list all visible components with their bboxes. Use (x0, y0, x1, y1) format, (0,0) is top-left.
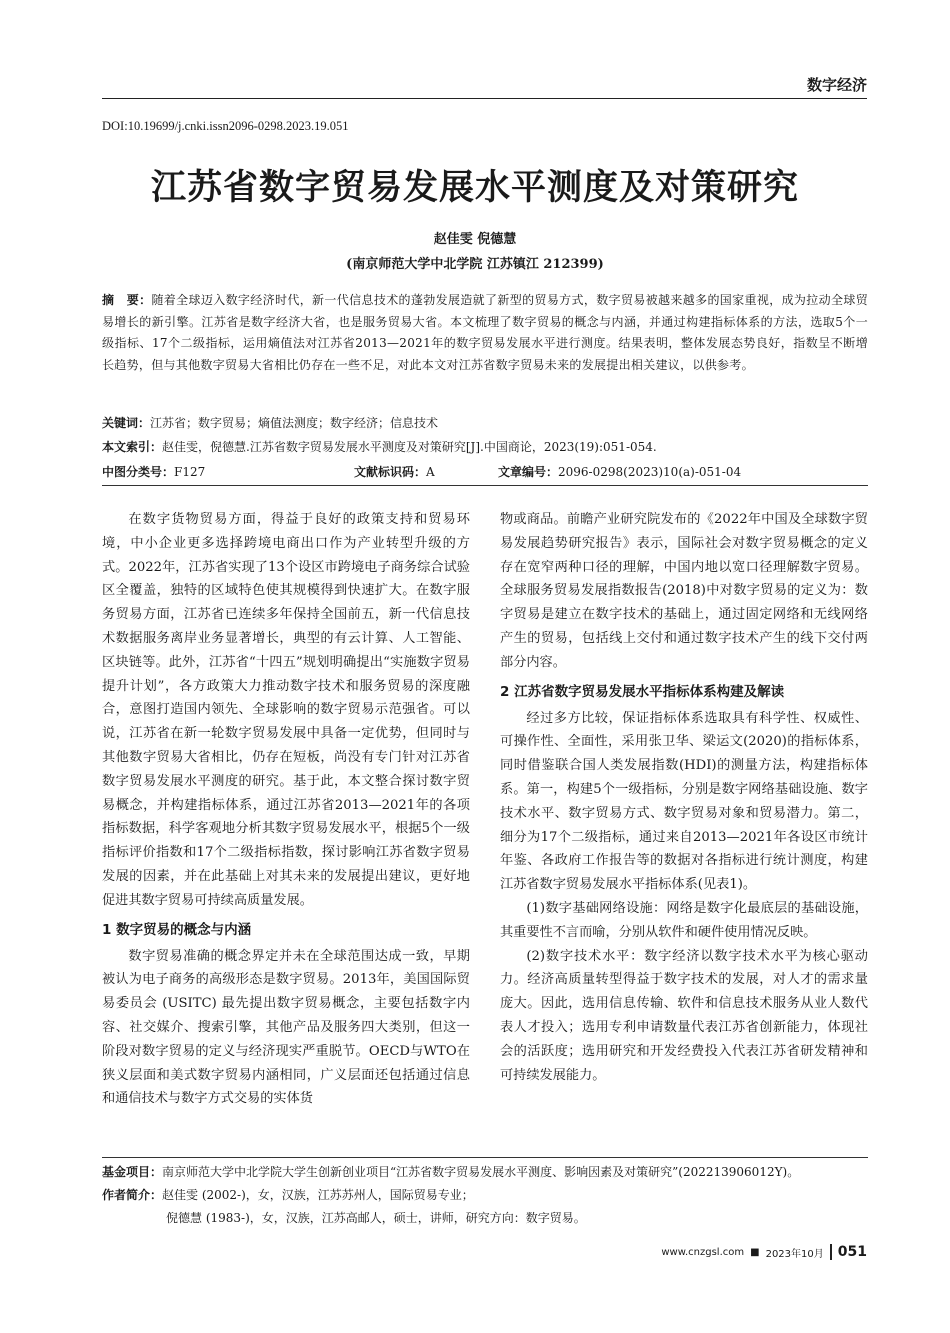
citation-text: 赵佳雯，倪德慧.江苏省数字贸易发展水平测度及对策研究[J].中国商论，2023(19):051-054. (162, 440, 657, 454)
doc-code-info (354, 463, 435, 480)
square-bullet-icon: ■ (750, 1246, 760, 1258)
bio-text-1: 赵佳雯 (2002-)，女，汉族，江苏苏州人，国际贸易专业； (162, 1188, 474, 1202)
fund-text: 南京师范大学中北学院大学生创新创业项目“江苏省数字贸易发展水平测度、影响因素及对策研究”(202213906012Y)。 (162, 1165, 800, 1179)
body-paragraph: 数字贸易准确的概念界定并未在全球范围达成一致，早期被认为电子商务的高级形态是数字贸易。2013年，美国国际贸易委员会 (USITC) 最先提出数字贸易概念，主要包括数字内容、社交媒介、搜索引擎，其他产品及服务四大类别，但这一阶段对数字贸易的定义与经济现实严重脱节。OECD与WTO在狭义层面和美式数字贸易内涵相同，广义层面还包括通过信息和通信技术与数字方式交易的实体货 (102, 948, 470, 1107)
bio-text-2: 倪德慧 (1983-)，女，汉族，江苏高邮人，硕士，讲师，研究方向：数字贸易。 (166, 1211, 586, 1225)
issue-date: 2023年10月 (765, 1248, 824, 1260)
keywords-text: 江苏省；数字贸易；熵值法测度；数字经济；信息技术 (150, 416, 439, 430)
keywords-label: 关键词： (102, 416, 151, 430)
body-paragraph: (2)数字技术水平：数字经济以数字技术水平为核心驱动力。经济高质量转型得益于数字技术的发展，对人才的需求量庞大。因此，选用信息传输、软件和信息技术服务从业人数代表人才投入；选用专利申请数量代表江苏省创新能力，体现社会的活跃度；选用研究和开发经费投入代表江苏省研发精神和可持续发展能力。 (500, 948, 868, 1083)
meta-rule (102, 485, 868, 486)
section-heading-2: 2 江苏省数字贸易发展水平指标体系构建及解读 (500, 683, 785, 700)
abstract (102, 290, 868, 376)
citation (102, 438, 868, 455)
body-right-column (500, 508, 868, 1087)
article-number-label: 文章编号： (498, 465, 559, 479)
body-paragraph: 经过多方比较，保证指标体系选取具有科学性、权威性、可操作性、全面性，采用张卫华、梁运文(2020)的指标体系，同时借鉴联合国人类发展指数(HDI)的测量方法，构建指标体系。第一，构建5个一级指标，分别是数字网络基础设施、数字技术水平、数字贸易方式、数字贸易对象和贸易潜力。第二，细分为17个二级指标，通过来自2013—2021年各设区市统计年鉴、各政府工作报告等的数据对各指标进行统计测度，构建江苏省数字贸易发展水平指标体系(见表1)。 (500, 710, 868, 893)
doc-code-label: 文献标识码： (354, 465, 427, 479)
doc-code-value: A (426, 465, 435, 479)
author-bio (102, 1185, 868, 1206)
section-heading-1: 1 数字贸易的概念与内涵 (102, 921, 252, 938)
body-paragraph: 在数字货物贸易方面，得益于良好的政策支持和贸易环境，中小企业更多选择跨境电商出口作为产业转型升级的方式。2022年，江苏省实现了13个设区市跨境电子商务综合试验区全覆盖，独特的区域特色使其规模得到快速扩大。在数字服务贸易方面，江苏省已连续多年保持全国前五，新一代信息技术数据服务离岸业务显著增长，典型的有云计算、人工智能、区块链等。此外，江苏省“十四五”规划明确提出“实施数字贸易提升计划”，各方政策大力推动数字技术和服务贸易的深度融合，意图打造国内领先、全球影响的数字贸易示范强省。可以说，江苏省在新一轮数字贸易发展中具备一定优势，但同时与其他数字贸易大省相比，仍存在短板，尚没有专门针对江苏省数字贸易发展水平测度的研究。基于此，本文整合探讨数字贸易概念，并构建指标体系，通过江苏省2013—2021年的各项指标数据，科学客观地分析其数字贸易发展水平，根据5个一级指标评价指数和17个二级指标指数，探讨影响江苏省数字贸易发展的因素，并在此基础上对其未来的发展提出建议，更好地促进其数字贸易可持续高质量发展。 (102, 512, 470, 908)
clc-value: F127 (174, 465, 206, 479)
body-paragraph: 物或商品。前瞻产业研究院发布的《2022年中国及全球数字贸易发展趋势研究报告》表示，国际社会对数字贸易概念的定义存在宽窄两种口径的理解，中国内地以宽口径理解数字贸易。全球服务贸易发展指数报告(2018)中对数字贸易的定义为：数字贸易是建立在数字技术的基础上，通过固定网络和无线网络产生的贸易，包括线上交付和通过数字技术产生的线下交付两部分内容。 (500, 512, 868, 670)
article-number-value: 2096-0298(2023)10(a)-051-04 (558, 465, 742, 479)
abstract-text: 随着全球迈入数字经济时代，新一代信息技术的蓬勃发展造就了新型的贸易方式，数字贸易被越来越多的国家重视，成为拉动全球贸易增长的新引擎。江苏省是数字经济大省，也是服务贸易大省。本文梳理了数字贸易的概念与内涵，并通过构建指标体系的方法，选取5个一级指标、17个二级指标，运用熵值法对江苏省2013—2021年的数字贸易发展水平进行测度。结果表明，整体发展态势良好，指数呈不断增长趋势，但与其他数字贸易大省相比仍存在一些不足，对此本文对江苏省数字贸易未来的发展提出相关建议，以供参考。 (102, 293, 869, 372)
authors: 赵佳雯 倪德慧 (433, 232, 517, 247)
doi[interactable]: DOI:10.19699/j.cnki.issn2096-0298.2023.19.051 (102, 119, 349, 133)
header-rule (102, 98, 867, 99)
page-number: 051 (830, 1244, 867, 1260)
keywords (102, 414, 868, 431)
fund-note (102, 1162, 868, 1183)
affiliation: (南京师范大学中北学院 江苏镇江 212399) (346, 257, 604, 272)
bio-label: 作者简介： (102, 1188, 163, 1202)
abstract-label: 摘 要： (102, 293, 152, 307)
site-url[interactable]: www.cnzgsl.com (661, 1246, 745, 1258)
clc-info (102, 463, 205, 480)
fund-label: 基金项目： (102, 1165, 163, 1179)
footnote-rule (102, 1157, 868, 1158)
article-number-info (498, 463, 741, 480)
paper-title: 江苏省数字贸易发展水平测度及对策研究 (150, 167, 799, 208)
body-paragraph: (1)数字基础网络设施：网络是数字化最底层的基础设施，其重要性不言而喻，分别从软件和硬件使用情况反映。 (500, 900, 868, 940)
clc-label: 中图分类号： (102, 465, 175, 479)
section-tag: 数字经济 (806, 76, 867, 94)
citation-label: 本文索引： (102, 440, 163, 454)
body-left-column (102, 508, 470, 1111)
page-footer (661, 1244, 867, 1260)
